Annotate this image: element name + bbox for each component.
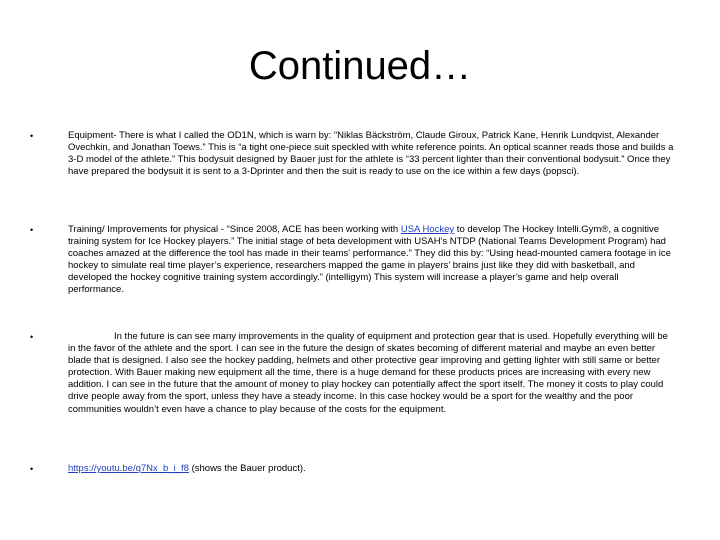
bullet-marker: • — [30, 131, 34, 141]
bullet-body-before-link: - “Since 2008, ACE has been working with — [218, 224, 401, 235]
bullet-text — [68, 463, 676, 475]
bullet-body-after-link: to develop The Hockey Intelli.Gym®, a cognitive training system for Ice Hockey players.” The initial stage of beta development with USAH's NTDP (National Teams Development Program) had coaches amazed at the difference the tool has made in their teams' performance.” They did this by: “Using head-mounted camera footage in ice hockey to simulate real time player’s experience, researchers mapped the game in players’ brains just like they did with basketball, and developed the hockey cognitive training system accordingly.” (intelligym) This system will increase a player’s game and help overall performance. — [68, 224, 671, 296]
bullet-marker: • — [30, 464, 34, 474]
usa-hockey-link[interactable]: USA Hockey — [400, 224, 455, 235]
bullet-marker: • — [30, 225, 34, 235]
bullet-body: In the future is can see many improvements in the quality of equipment and protection gear that is used. Hopefully everything will be in the favor of the athlete and the sport. I can see in the future the design of skates becoming of different material and maybe an even better blade that is designed. I also see the hockey padding, helmets and other protective gear improving and getting lighter with still same or better protection. With Bauer making new equipment all the time, there is a huge demand for these products prices are increasing with every new addition. I can see in the future that the amount of money to play hockey can potentially affect the sport itself. The money it costs to play could drive people away from the sport, unless they have a steady income. In this case hockey would be a sport for the wealthy and the poor communities wouldn’t even have a chance to play because of the costs for the equipment. — [68, 331, 668, 415]
bullet-label: Training/ Improvements for physical — [68, 224, 219, 235]
bullet-marker: • — [30, 332, 34, 342]
slide-title: Continued… — [248, 44, 472, 88]
bullet-text — [68, 224, 676, 297]
bullet-body-after-link: (shows the Bauer product). — [188, 463, 306, 474]
bullet-text — [68, 331, 676, 416]
bullet-label: Equipment — [68, 130, 114, 141]
youtube-link[interactable]: https://youtu.be/q7Nx_b_i_f8 — [68, 463, 189, 474]
bullet-body: - There is what I called the OD1N, which is warn by: “Niklas Bäckström, Claude Giroux, Patrick Kane, Henrik Lundqvist, Alexander Ovechkin, and Jonathan Toews.” This is “a tight one-piece suit speckled with white reference points. An optical scanner reads those and builds a 3-D model of the athlete.” This bodysuit designed by Bauer just for the athlete is “33 percent lighter than their conventional bodysuit.” Once they have prepared the bodysuit it is sent to a 3-Dprinter and then the suit is ready to use on the ice within a few days (popsci). — [68, 130, 674, 178]
bullet-text — [68, 130, 676, 178]
